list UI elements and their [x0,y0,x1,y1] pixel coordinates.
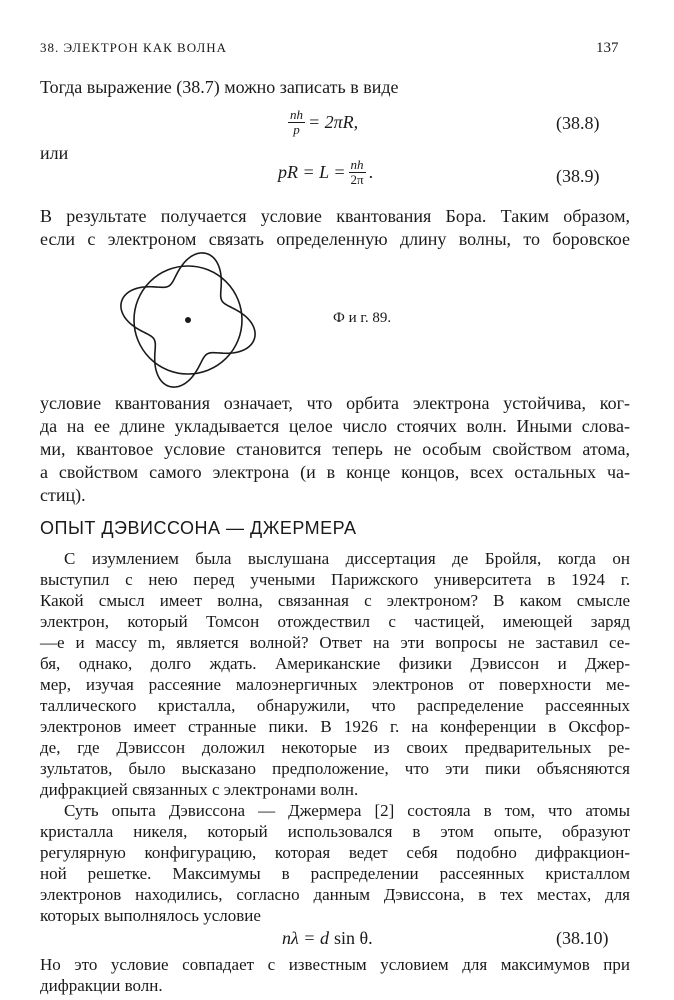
paragraph-line: —e и массу m, является волной? Ответ на эти вопросы не заставил се- [40,633,630,652]
paragraph-line: таллического кристалла, обнаружили, что распределение рассеянных [40,696,630,715]
paragraph-line: ной решетке. Максимумы в распределении рассеянных кристаллом [40,864,630,883]
intro-line: Тогда выражение (38.7) можно записать в виде [40,77,399,97]
equation-lhs: pR = L = [278,162,346,182]
fraction-denominator: 2π [350,172,364,187]
fraction-denominator: p [293,122,300,137]
paragraph-line: регулярную конфигурацию, которая ведет себя подобно дифракцион- [40,843,630,862]
paragraph-line: электронов находились, согласно данным Дэвиссона, в тех местах, для [40,885,630,904]
paragraph-line: электрон, который Томсон отождествил с частицей, имеющей заряд [40,612,630,631]
paragraph-line: Суть опыта Дэвиссона — Джермера [2] состояла в том, что атомы [64,801,630,820]
equation-function: sin θ. [333,928,373,948]
paragraph-line: дифракцией связанных с электронами волн. [40,780,359,799]
or-word: или [40,143,69,163]
paragraph-line: стиц). [40,485,86,505]
figure-caption: Ф и г. 89. [333,310,392,326]
standing-wave-orbit-figure [110,250,260,390]
equation-rhs: = 2πR, [308,112,359,132]
paragraph-line: дифракции волн. [40,976,163,995]
paragraph-line: де, где Дэвиссон доложил некоторые из своих предварительных ре- [40,738,630,757]
paragraph-line: выступил с нею перед учеными Парижского университета в 1924 г. [40,570,630,589]
paragraph-line: В результате получается условие квантования Бора. Таким образом, [40,206,630,226]
fraction [348,158,365,187]
section-title: ОПЫТ ДЭВИССОНА — ДЖЕРМЕРА [40,518,357,538]
paragraph-line: если с электроном связать определенную длину волны, то боровское [40,229,630,249]
fraction-numerator: nh [350,157,364,172]
paragraph-line: ми, квантовое условие становится теперь не особым свойством атома, [40,439,630,459]
paragraph-line: условие квантования означает, что орбита электрона устойчива, ког- [40,393,630,413]
equation-number: (38.9) [556,166,600,186]
paragraph-line: мер, изучая рассеяние малоэнергичных электронов от поверхности ме- [40,675,630,694]
fraction [288,108,305,137]
paragraph-line: электронов имеет странные пики. В 1926 г. на конференции в Оксфор- [40,717,630,736]
paragraph-line: кристалла никеля, который использовался в этом опыте, образуют [40,822,630,841]
equation-number: (38.8) [556,113,600,133]
paragraph-line: а свойством самого электрона (и в конце концов, всех остальных ча- [40,462,630,482]
page-number: 137 [596,40,619,56]
paragraph-line: да на ее длине укладывается целое число стоячих волн. Иными слова- [40,416,630,436]
paragraph-line: С изумлением была выслушана диссертация де Бройля, когда он [64,549,630,568]
paragraph-line: которых выполнялось условие [40,906,261,925]
paragraph-line: Но это условие совпадает с известным условием для максимумов при [40,955,630,974]
running-header: 38. ЭЛЕКТРОН КАК ВОЛНА [40,40,228,55]
paragraph-line: зультатов, было высказано предположение, что эти пики объясняются [40,759,630,778]
equation-number: (38.10) [556,928,609,948]
paragraph-line: бя, однако, долго ждать. Американские физики Дэвиссон и Джер- [40,654,630,673]
nucleus-dot [185,317,191,323]
fraction-numerator: nh [290,107,303,122]
paragraph-line: Какой смысл имеет волна, связанная с электроном? В каком смысле [40,591,630,610]
equation-tail: . [368,162,374,182]
equation-lhs: nλ = d [282,928,329,948]
